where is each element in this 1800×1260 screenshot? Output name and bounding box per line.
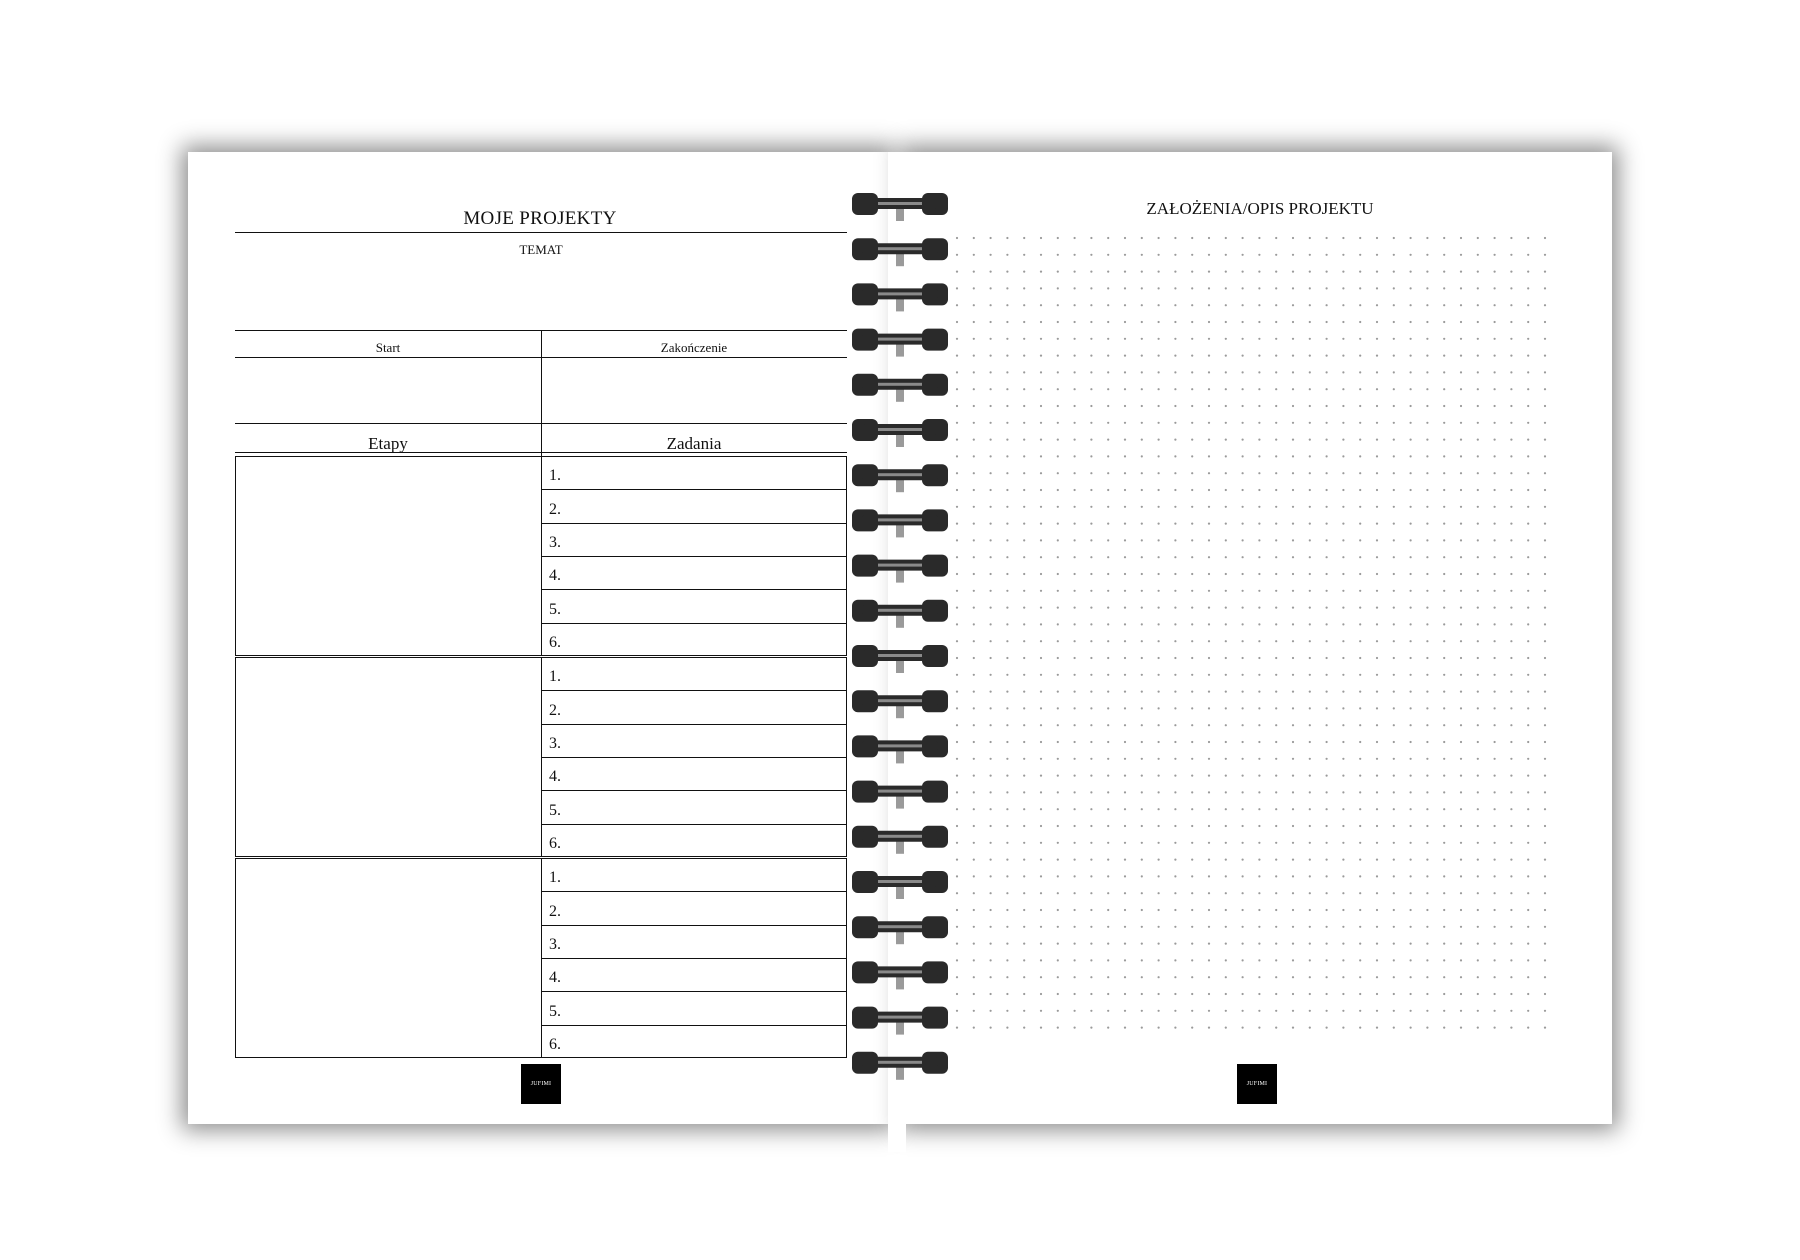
task-number: 5. (549, 1002, 561, 1020)
task-number: 3. (549, 534, 561, 551)
spiral-ring (852, 1052, 948, 1080)
task-number: 5. (549, 801, 561, 819)
spiral-ring (852, 374, 948, 402)
dot-grid (955, 236, 1557, 1052)
spiral-ring (852, 1007, 948, 1035)
page-title: MOJE PROJEKTY (463, 208, 617, 229)
task-number: 1. (549, 668, 561, 686)
task-number: 4. (549, 768, 561, 786)
title-underline (235, 232, 847, 233)
spiral-ring (852, 916, 948, 944)
spiral-ring (852, 283, 948, 311)
spiral-ring (852, 961, 948, 989)
brand-logo: JUFIMI (521, 1064, 561, 1104)
spiral-ring (852, 781, 948, 809)
task-number: 1. (549, 869, 561, 887)
task-number: 2. (549, 701, 561, 719)
spiral-ring (852, 193, 948, 221)
spiral-ring (852, 645, 948, 673)
task-number: 1. (549, 467, 561, 485)
dates-bottom-line (235, 423, 847, 424)
task-line (541, 958, 847, 959)
spiral-ring (852, 419, 948, 447)
task-line (541, 925, 847, 926)
topic-label: TEMAT (519, 242, 563, 257)
task-line (541, 489, 847, 490)
task-line (541, 523, 847, 524)
task-line (541, 724, 847, 725)
task-number: 2. (549, 500, 561, 518)
spiral-ring (852, 509, 948, 537)
task-line (541, 690, 847, 691)
spiral-ring (852, 735, 948, 763)
tasks-header: Zadania (666, 434, 722, 453)
dates-header-line (235, 357, 847, 358)
task-line (541, 790, 847, 791)
task-line (541, 1025, 847, 1026)
spiral-ring (852, 826, 948, 854)
task-number: 3. (549, 936, 561, 953)
spiral-ring (852, 464, 948, 492)
task-number: 5. (549, 600, 561, 618)
spiral-ring (852, 555, 948, 583)
task-line (541, 623, 847, 624)
task-number: 4. (549, 969, 561, 987)
spiral-ring (852, 690, 948, 718)
spiral-ring (852, 238, 948, 266)
task-number: 4. (549, 567, 561, 585)
header-double-line (235, 452, 847, 453)
task-line (541, 891, 847, 892)
start-label: Start (375, 340, 401, 355)
task-line (541, 556, 847, 557)
task-line (541, 824, 847, 825)
brand-logo-right: JUFIMI (1237, 1064, 1277, 1104)
task-number: 6. (549, 835, 561, 852)
task-number: 6. (549, 1036, 561, 1053)
spiral-ring (852, 871, 948, 899)
task-number: 2. (549, 902, 561, 920)
spiral-ring (852, 600, 948, 628)
stages-header: Etapy (368, 434, 408, 453)
task-line (541, 991, 847, 992)
task-line (541, 589, 847, 590)
end-label: Zakończenie (660, 340, 728, 355)
right-page-title: ZAŁOŻENIA/OPIS PROJEKTU (1146, 199, 1374, 218)
spiral-binding (848, 185, 952, 1085)
task-number: 6. (549, 634, 561, 651)
task-line (541, 757, 847, 758)
task-number: 3. (549, 735, 561, 752)
spiral-ring (852, 329, 948, 357)
